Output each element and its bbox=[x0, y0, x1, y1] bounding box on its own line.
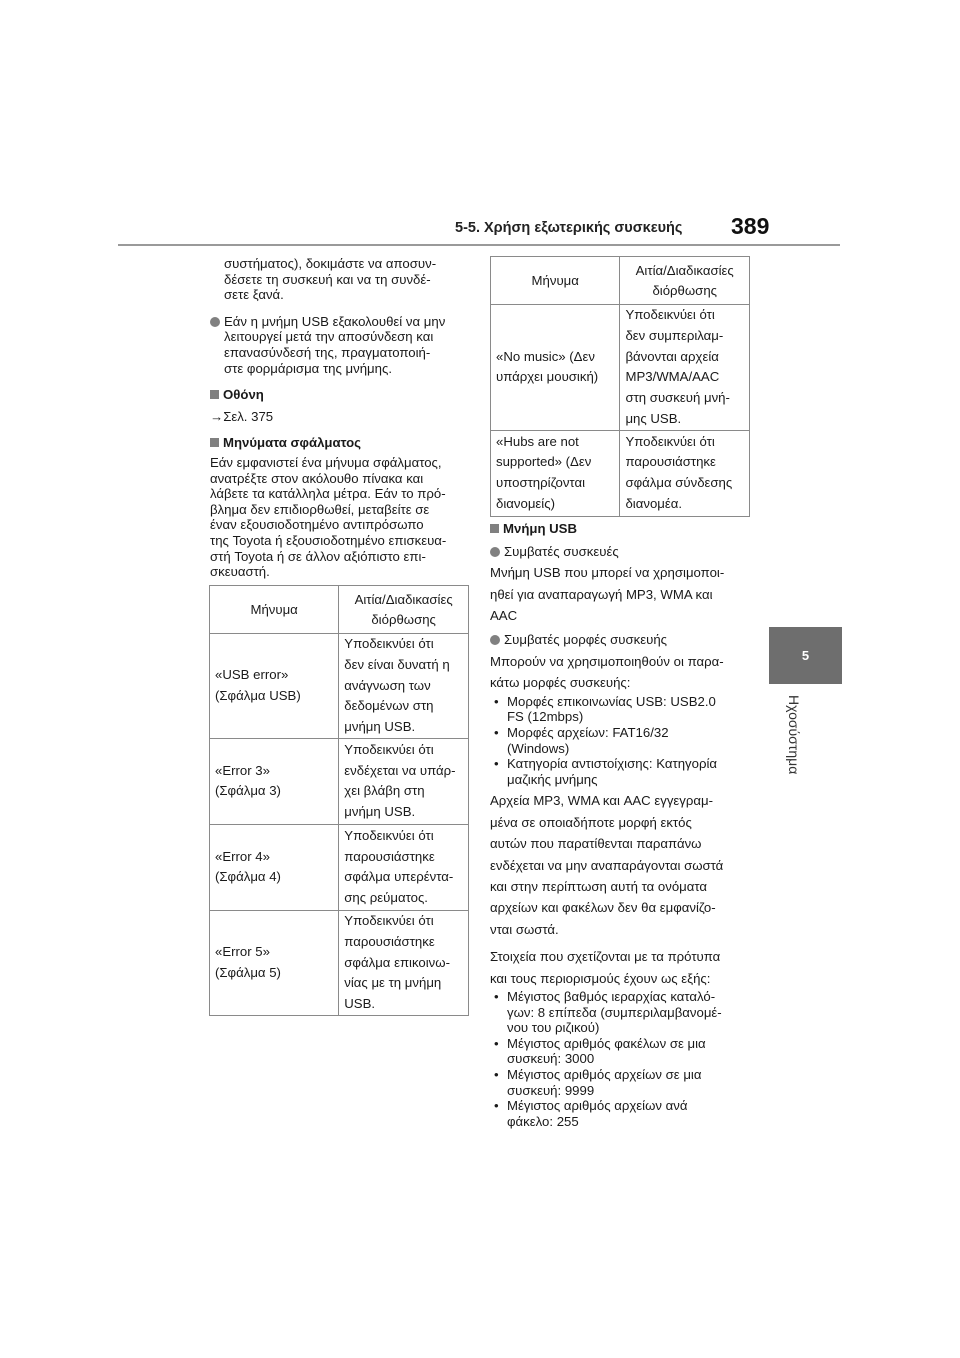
text-line: της Toyota ή εξουσιοδοτημένο επισκευα- bbox=[210, 532, 447, 548]
text-line: Συμβατές μορφές συσκευής bbox=[504, 632, 668, 648]
cause-cell: Υποδεικνύει ότι παρουσιάστηκε σφάλμα επικοινω- νίας με τη μνήμη USB. bbox=[339, 910, 469, 1015]
text-line: και τους περιορισμούς έχουν ως εξής: bbox=[490, 970, 711, 986]
cause-cell: Υποδεικνύει ότι παρουσιάστηκε σφάλμα υπερέντα- σης ρεύματος. bbox=[339, 824, 469, 910]
text-line: λειτουργεί μετά την αποσύνδεση και bbox=[224, 329, 434, 345]
cause-cell: Υποδεικνύει ότι παρουσιάστηκε σφάλμα σύνδεσης διανομέα. bbox=[620, 430, 750, 516]
square-bullet-icon bbox=[210, 438, 219, 447]
text-line: έναν εξουσιοδοτημένο αντιπρόσωπο bbox=[210, 517, 424, 533]
text-line: Στοιχεία που σχετίζονται με τα πρότυπα bbox=[490, 949, 721, 965]
errors-text bbox=[210, 455, 472, 580]
chapter-tab: 5 bbox=[769, 627, 842, 684]
list-item: • Μέγιστος αριθμός φακέλων σε μια συσκευή: 3000 bbox=[490, 1036, 760, 1067]
compat-devices-title bbox=[490, 544, 760, 560]
header-line: Αιτία/Διαδικασίες bbox=[635, 262, 734, 278]
compat-formats-title bbox=[490, 632, 760, 648]
header-line: διόρθωσης bbox=[652, 282, 718, 298]
list-item: • Κατηγορία αντιστοίχισης: Κατηγορία μαζικής μνήμης bbox=[490, 756, 760, 787]
message-cell: «Error 4» (Σφάλμα 4) bbox=[210, 824, 339, 910]
limits-list bbox=[490, 989, 760, 1129]
circle-bullet-icon bbox=[490, 635, 500, 645]
text-line: ενδέχεται να μην αναπαράγονται σωστά bbox=[490, 857, 724, 873]
text-line: συστήματος), δοκιμάστε να αποσυν- bbox=[224, 256, 437, 271]
column-header-cause bbox=[620, 257, 750, 305]
text-line: δέσετε τη συσκευή και να τη συνδέ- bbox=[224, 271, 431, 287]
page-reference: →Σελ. 375 bbox=[210, 408, 274, 424]
list-item: • Μέγιστος αριθμός αρχείων σε μια συσκευή: 9999 bbox=[490, 1067, 760, 1098]
right-column bbox=[490, 521, 760, 1129]
text-line: AAC bbox=[490, 608, 518, 623]
left-column bbox=[210, 256, 472, 580]
errors-heading bbox=[210, 435, 472, 451]
display-heading bbox=[210, 387, 472, 403]
text-line: στή Toyota ή σε άλλον αξιόπιστο επι- bbox=[210, 548, 426, 564]
heading-text: Μηνύματα σφάλματος bbox=[223, 435, 362, 451]
table-row bbox=[210, 910, 469, 1015]
text-line: ανατρέξτε στον ακόλουθο πίνακα και bbox=[210, 470, 424, 486]
square-bullet-icon bbox=[210, 390, 219, 399]
text-line: Εάν η μνήμη USB εξακολουθεί να μην bbox=[224, 313, 446, 329]
compat-formats-text bbox=[490, 651, 760, 694]
section-title: 5-5. Χρήση εξωτερικής συσκευής bbox=[455, 220, 683, 236]
table-row bbox=[491, 305, 750, 431]
text-line: ηθεί για αναπαραγωγή MP3, WMA και bbox=[490, 586, 713, 602]
circle-bullet-icon bbox=[210, 317, 220, 327]
error-table-right bbox=[490, 256, 750, 517]
message-cell: «Hubs are not supported» (Δεν υποστηρίζονται διανομείς) bbox=[491, 430, 620, 516]
table-row bbox=[210, 738, 469, 824]
list-item: • Μέγιστος βαθμός ιεραρχίας καταλό- γων: 8 επίπεδα (συμπεριλαμβανομέ- νου του ριζικού) bbox=[490, 989, 760, 1036]
chapter-label-text: Ηχοσύστημα bbox=[786, 695, 802, 775]
column-header-cause bbox=[339, 586, 469, 634]
table-header-row bbox=[491, 257, 750, 305]
list-item: • Μορφές επικοινωνίας USB: USB2.0 FS (12mbps) bbox=[490, 694, 760, 725]
message-cell: «No music» (Δεν υπάρχει μουσική) bbox=[491, 305, 620, 431]
message-cell: «USB error» (Σφάλμα USB) bbox=[210, 634, 339, 739]
header-line: Αιτία/Διαδικασίες bbox=[354, 591, 453, 607]
text-line: βλημα δεν επιδιορθωθεί, μεταβείτε σε bbox=[210, 501, 430, 517]
text-line: νται σωστά. bbox=[490, 921, 559, 937]
text-line: μένα σε οποιαδήποτε μορφή εκτός bbox=[490, 814, 692, 830]
cause-cell: Υποδεικνύει ότι δεν συμπεριλαμ- βάνονται αρχεία MP3/WMA/AAC στη συσκευή μνή- μης USB. bbox=[620, 305, 750, 431]
page-number: 389 bbox=[731, 213, 770, 239]
circle-bullet-icon bbox=[490, 547, 500, 557]
text-line: Μπορούν να χρησιμοποιηθούν οι παρα- bbox=[490, 654, 724, 669]
table-row bbox=[491, 430, 750, 516]
cause-cell: Υποδεικνύει ότι ενδέχεται να υπάρ- χει βλάβη στη μνήμη USB. bbox=[339, 738, 469, 824]
text-line: αυτών που παρατίθενται παραπάνω bbox=[490, 836, 702, 852]
list-item: • Μέγιστος αριθμός αρχείων ανά φάκελο: 255 bbox=[490, 1098, 760, 1129]
list-item: • Μορφές αρχείων: FAT16/32 (Windows) bbox=[490, 725, 760, 756]
text-line: Αρχεία MP3, WMA και AAC εγγεγραμ- bbox=[490, 793, 714, 809]
text-line: στε φορμάρισμα της μνήμης. bbox=[224, 360, 392, 376]
limits-text bbox=[490, 946, 760, 989]
text-line: Συμβατές συσκευές bbox=[504, 543, 619, 559]
chapter-label bbox=[782, 695, 804, 805]
header-line: διόρθωσης bbox=[371, 611, 436, 627]
square-bullet-icon bbox=[490, 524, 499, 533]
message-cell: «Error 5» (Σφάλμα 5) bbox=[210, 910, 339, 1015]
text-line: αρχείων και φακέλων δεν θα εμφανίζο- bbox=[490, 900, 716, 916]
message-cell: «Error 3» (Σφάλμα 3) bbox=[210, 738, 339, 824]
intro-text bbox=[210, 256, 472, 303]
cause-cell: Υποδεικνύει ότι δεν είναι δυνατή η ανάγνωση των δεδομένων στη μνήμη USB. bbox=[339, 634, 469, 739]
compat-devices-text bbox=[490, 562, 760, 626]
column-header-message: Μήνυμα bbox=[210, 586, 339, 634]
heading-text: Οθόνη bbox=[223, 387, 264, 403]
text-line: επανασύνδεσή της, πραγματοποιή- bbox=[224, 344, 431, 360]
table-header-row bbox=[210, 586, 469, 634]
error-table-left bbox=[209, 585, 469, 1016]
format-list bbox=[490, 694, 760, 788]
text-line: σετε ξανά. bbox=[224, 287, 284, 303]
text-line: σκευαστή. bbox=[210, 564, 270, 580]
header-rule bbox=[118, 244, 840, 246]
files-text bbox=[490, 790, 760, 940]
table-row bbox=[210, 634, 469, 739]
column-header-message: Μήνυμα bbox=[491, 257, 620, 305]
text-line: και στην περίπτωση αυτή τα ονόματα bbox=[490, 879, 708, 894]
text-line: λάβετε τα κατάλληλα μέτρα. Εάν το πρό- bbox=[210, 486, 446, 502]
table-row bbox=[210, 824, 469, 910]
text-line: κάτω μορφές συσκευής: bbox=[490, 675, 631, 691]
heading-text: Μνήμη USB bbox=[503, 521, 578, 536]
usb-format-bullet bbox=[210, 314, 472, 376]
text-line: Μνήμη USB που μπορεί να χρησιμοποι- bbox=[490, 565, 725, 581]
text-line: Εάν εμφανιστεί ένα μήνυμα σφάλματος, bbox=[210, 454, 442, 470]
usb-memory-heading bbox=[490, 521, 760, 537]
